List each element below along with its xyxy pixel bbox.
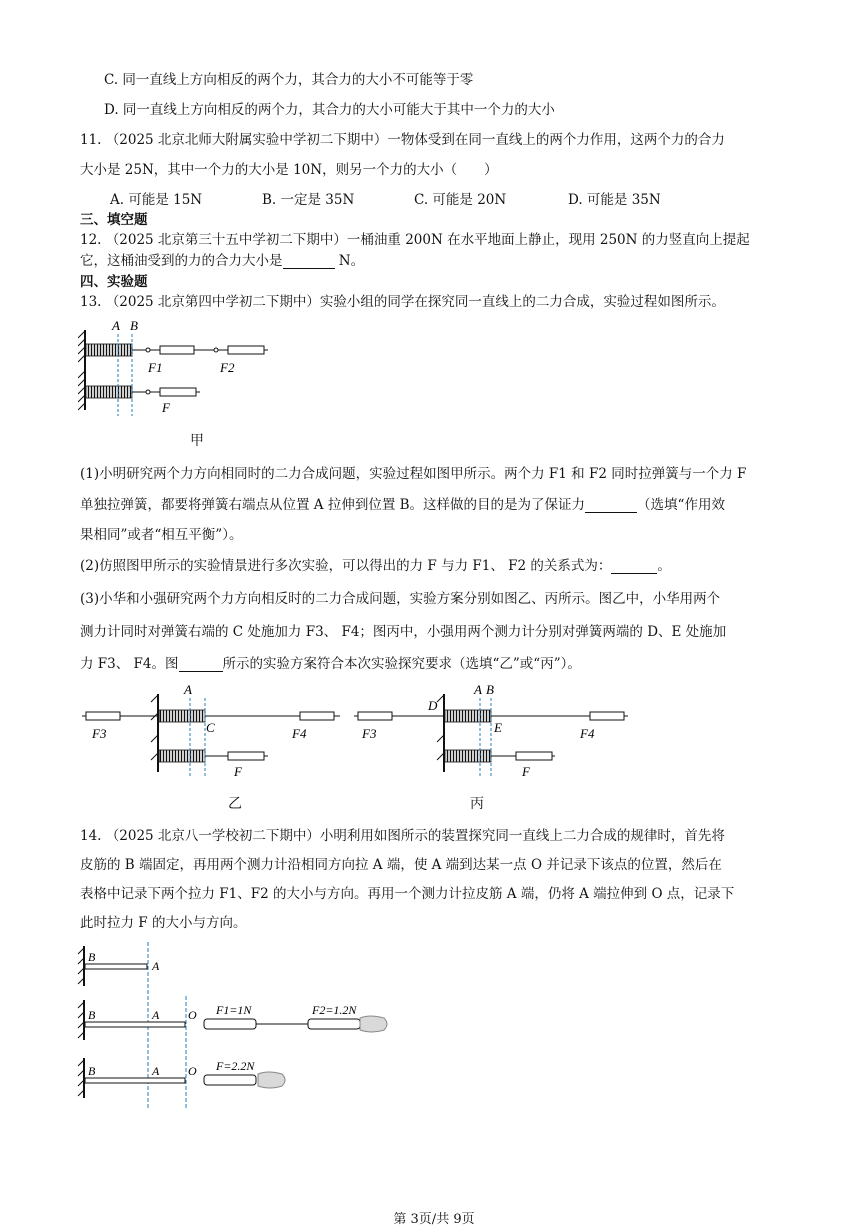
q12-stem-line2: [80, 249, 364, 269]
q13-part2-text-b: 。: [657, 558, 671, 574]
hand-icon: [360, 1016, 387, 1032]
q13-part2: [80, 554, 671, 574]
q14-stem-line4: 此时拉力 F 的大小与方向。: [80, 915, 247, 931]
figure-caption-bing: 丙: [470, 796, 484, 812]
row1-label-b: B: [88, 950, 96, 964]
label-f: F=2.2N: [216, 1059, 255, 1073]
q11-option-b: B. 一定是 35N: [262, 192, 355, 208]
label-f: F: [234, 764, 242, 779]
label-c: C: [206, 720, 215, 735]
spring-top: [445, 710, 491, 722]
rubber-band-row1: [85, 964, 147, 969]
q13-stem-line1: 13. （2025 北京第四中学初二下期中）实验小组的同学在探究同一直线上的二力合成，实验过程如图所示。: [80, 294, 725, 310]
q10-option-c: C. 同一直线上方向相反的两个力，其合力的大小不可能等于零: [104, 72, 474, 88]
meter-f: [160, 388, 196, 396]
spring-bottom: [86, 386, 132, 398]
label-f2: F2=1.2N: [312, 1003, 357, 1017]
label-f1: F1: [148, 360, 163, 375]
page-footer: 第 3页/共 9页: [393, 1212, 475, 1227]
meter-f2: [228, 346, 264, 354]
label-e: E: [494, 720, 502, 735]
label-b: B: [486, 682, 494, 697]
label-d: D: [428, 698, 438, 713]
row2-label-b: B: [88, 1008, 96, 1022]
q13-figure-bing: [350, 680, 635, 780]
q11-option-c: C. 可能是 20N: [414, 192, 507, 208]
spring-bottom: [159, 750, 205, 762]
spring-bottom: [445, 750, 491, 762]
label-f: F: [522, 764, 530, 779]
label-f2: F2: [220, 360, 235, 375]
q13-figure-jia: [78, 316, 278, 421]
q13-part3-answer-blank[interactable]: [179, 657, 223, 672]
q11-option-d: D. 可能是 35N: [568, 192, 661, 208]
spring-top: [86, 344, 132, 356]
meter-f4: [590, 712, 624, 720]
q13-part3-line3: [80, 652, 581, 672]
label-a: A: [112, 318, 120, 333]
q13-part3-text-a: 力 F3、 F4。图: [80, 656, 179, 672]
q11-option-a: A. 可能是 15N: [110, 192, 203, 208]
q12-text-b: N。: [334, 253, 365, 269]
q13-part1-text-a: 单独拉弹簧，都要将弹簧右端点从位置 A 拉伸到位置 B。这样做的目的是为了保证力: [80, 497, 586, 513]
section-heading-experiment: 四、实验题: [80, 274, 148, 290]
q12-answer-blank[interactable]: [283, 254, 335, 269]
row3-label-b: B: [88, 1064, 96, 1078]
hand-icon: [258, 1072, 285, 1088]
meter-f1: [160, 346, 194, 354]
q13-part3-line2: 测力计同时对弹簧右端的 C 处施加力 F3、 F4；图丙中，小强用两个测力计分别对弹簧两端的 D、E 处施加: [80, 624, 727, 640]
label-f4: F4: [580, 726, 595, 741]
q13-part1-text-b: （选填“作用效: [637, 497, 725, 513]
q12-text-a: 它，这桶油受到的力的合力大小是: [80, 253, 283, 269]
q11-stem-line1: 11. （2025 北京北师大附属实验中学初二下期中）一物体受到在同一直线上的两个力作用，这两个力的合力: [80, 132, 725, 148]
figure-caption-jia: 甲: [190, 433, 204, 449]
row2-label-a: A: [152, 1008, 160, 1022]
q13-part3-text-b: 所示的实验方案符合本次实验探究要求（选填“乙”或“丙”）。: [222, 656, 581, 672]
q11-stem-line2: 大小是 25N，其中一个力的大小是 10N，则另一个力的大小（ ）: [80, 162, 498, 178]
q14-stem-line1: 14. （2025 北京八一学校初二下期中）小明利用如图所示的装置探究同一直线上二力合成的规律时，首先将: [80, 828, 725, 844]
meter-f3: [358, 712, 392, 720]
q13-part1-answer-blank[interactable]: [585, 498, 637, 513]
meter-f1: [204, 1019, 256, 1029]
q13-figure-yi: [78, 680, 348, 780]
rubber-band-row3: [85, 1078, 185, 1083]
label-b: B: [130, 318, 138, 333]
q14-stem-line3: 表格中记录下两个拉力 F1、F2 的大小与方向。再用一个测力计拉皮筋 A 端，仍将 A 端拉伸到 O 点，记录下: [80, 886, 735, 902]
q14-figure: [76, 940, 396, 1110]
label-f1: F1=1N: [216, 1003, 252, 1017]
q13-part1-line3: 果相同”或者“相互平衡”）。: [80, 527, 243, 543]
meter-f2: [308, 1019, 360, 1029]
q12-stem-line1: 12. （2025 北京第三十五中学初二下期中）一桶油重 200N 在水平地面上静止，现用 250N 的力竖直向上提起: [80, 232, 750, 248]
row3-label-o: O: [188, 1064, 197, 1078]
meter-f3: [86, 712, 120, 720]
q13-part2-answer-blank[interactable]: [611, 559, 657, 574]
section-heading-fill-blank: 三、填空题: [80, 212, 148, 228]
q14-stem-line2: 皮筋的 B 端固定，再用两个测力计沿相同方向拉 A 端，使 A 端到达某一点 O 并记录下该点的位置，然后在: [80, 857, 722, 873]
rubber-band-row2: [85, 1022, 185, 1027]
meter-f: [228, 752, 264, 760]
label-f: F: [162, 400, 170, 415]
q13-part1-line2: [80, 493, 725, 513]
meter-f: [204, 1075, 256, 1085]
meter-f4: [300, 712, 334, 720]
row3-label-a: A: [152, 1064, 160, 1078]
row2-label-o: O: [188, 1008, 197, 1022]
meter-f: [516, 752, 552, 760]
spring-top: [159, 710, 205, 722]
q13-part3-line1: (3)小华和小强研究两个力方向相反时的二力合成问题，实验方案分别如图乙、丙所示。图乙中，小华用两个: [80, 591, 721, 607]
row1-label-a: A: [152, 959, 160, 973]
label-a: A: [184, 682, 192, 697]
q13-part2-text-a: (2)仿照图甲所示的实验情景进行多次实验，可以得出的力 F 与力 F1、 F2 的关系式为：: [80, 558, 612, 574]
label-f4: F4: [292, 726, 307, 741]
figure-caption-yi: 乙: [228, 796, 242, 812]
q13-part1-line1: (1)小明研究两个力方向相同时的二力合成问题，实验过程如图甲所示。两个力 F1 和 F2 同时拉弹簧与一个力 F: [80, 466, 747, 482]
q10-option-d: D. 同一直线上方向相反的两个力，其合力的大小可能大于其中一个力的大小: [104, 102, 555, 118]
wall-hatch: [78, 331, 85, 410]
label-a: A: [474, 682, 482, 697]
label-f3: F3: [92, 726, 107, 741]
label-f3: F3: [362, 726, 377, 741]
